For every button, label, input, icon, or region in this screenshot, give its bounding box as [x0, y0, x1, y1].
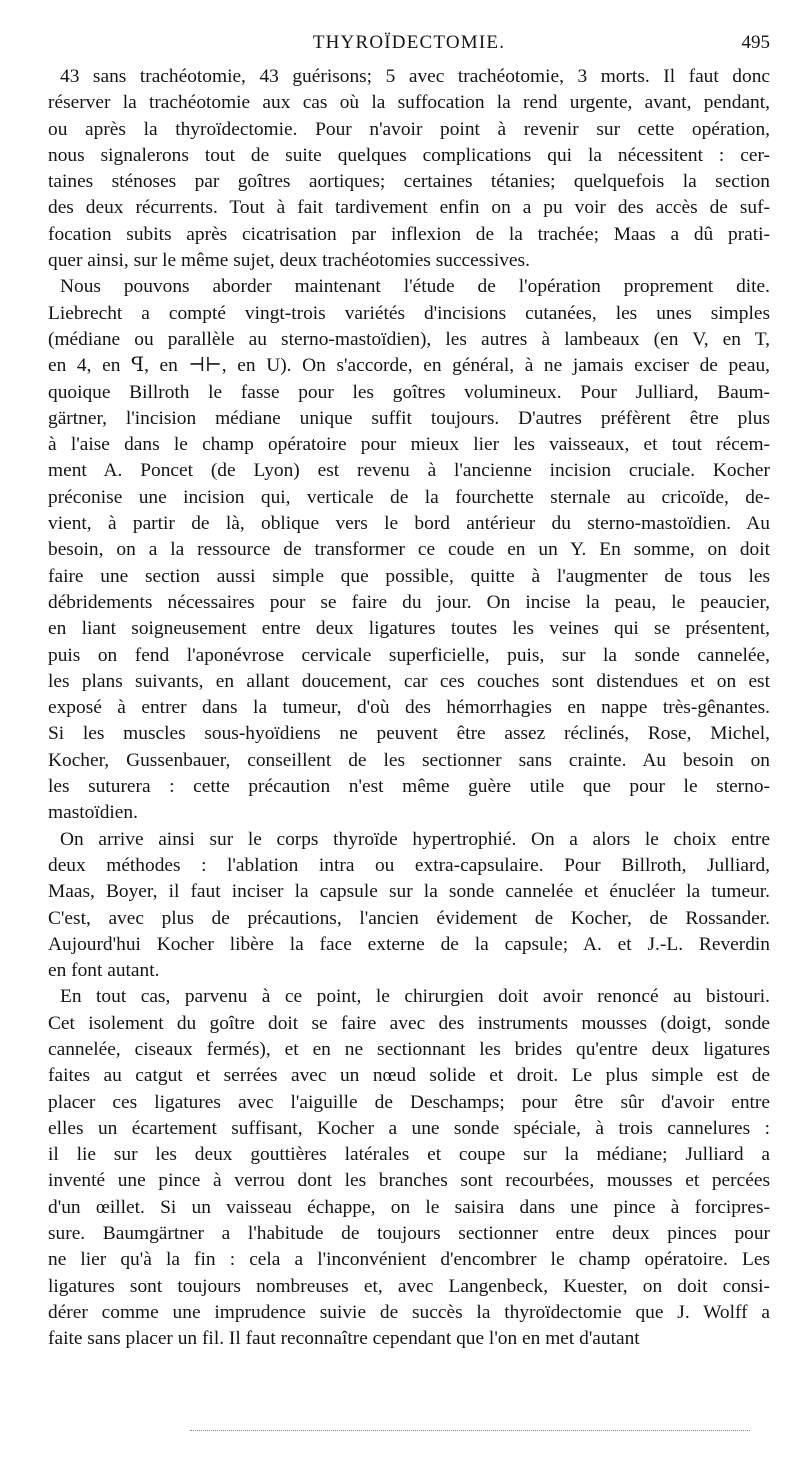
- text-line: inventé une pince à verrou dont les branches sont recourbées, mousses et percées: [48, 1170, 770, 1192]
- text-line: Cet isolement du goître doit se faire avec des instruments mousses (doigt, sonde: [48, 1012, 770, 1034]
- text-line: besoin, on a la ressource de transformer ce coude en un Y. En somme, on doit: [48, 539, 770, 561]
- text-line: (médiane ou parallèle au sterno-mastoïdien), les autres à lambeaux (en V, en T,: [48, 328, 770, 350]
- text-line: placer ces ligatures avec l'aiguille de Deschamps; pour être sûr d'avoir entre: [48, 1091, 770, 1113]
- running-head: [48, 26, 770, 60]
- text-line: les plans suivants, en allant doucement, car ces couches sont distendues et on est: [48, 670, 770, 692]
- text-line: d'un œillet. Si un vaisseau échappe, on le saisira dans une pince à forcipres-: [48, 1196, 770, 1218]
- text-line: débridements nécessaires pour se faire du jour. On incise la peau, le peaucier,: [48, 591, 770, 613]
- text-line: Si les muscles sous-hyoïdiens ne peuvent être assez réclinés, Rose, Michel,: [48, 723, 770, 745]
- paragraph-ligatures: [48, 984, 770, 1352]
- text-line: Aujourd'hui Kocher libère la face externe de la capsule; A. et J.-L. Reverdin: [48, 933, 770, 955]
- text-line: quoique Billroth le fasse pour les goîtres volumineux. Pour Julliard, Baum-: [48, 381, 770, 403]
- text-line: elles un écartement suffisant, Kocher a une sonde spéciale, à trois cannelures :: [48, 1117, 770, 1139]
- text-line: mastoïdien.: [48, 802, 138, 824]
- text-line: en liant soigneusement entre deux ligatures toutes les veines qui se présentent,: [48, 618, 770, 640]
- text-line: nous signalerons tout de suite quelques complications qui la nécessitent : cer-: [48, 144, 770, 166]
- bottom-rule: [190, 1430, 750, 1431]
- text-line: ou après la thyroïdectomie. Pour n'avoir point à revenir sur cette opération,: [48, 118, 770, 140]
- text-line: à l'aise dans le champ opératoire pour mieux lier les vaisseaux, et tout récem-: [48, 434, 770, 456]
- text-line: Kocher, Gussenbauer, conseillent de les sectionner sans crainte. Au besoin on: [48, 749, 770, 771]
- paragraph-capsule: [48, 827, 770, 985]
- text-line: réserver la trachéotomie aux cas où la suffocation la rend urgente, avant, pendant,: [48, 92, 770, 114]
- text-line: en font autant.: [48, 960, 160, 982]
- text-line: en 4, en ꟼ, en ⊣⊢, en U). On s'accorde, en général, à ne jamais exciser de peau,: [48, 355, 770, 377]
- text-line: Maas, Boyer, il faut inciser la capsule sur la sonde cannelée et énucléer la tumeur.: [48, 881, 770, 903]
- text-line: deux méthodes : l'ablation intra ou extra-capsulaire. Pour Billroth, Julliard,: [48, 854, 770, 876]
- text-line: dérer comme une imprudence suivie de succès la thyroïdectomie que J. Wolff a: [48, 1301, 770, 1323]
- text-line: sure. Baumgärtner a l'habitude de toujours sectionner entre deux pinces pour: [48, 1223, 770, 1245]
- text-line: puis on fend l'aponévrose cervicale superficielle, puis, sur la sonde cannelée,: [48, 644, 770, 666]
- paragraph-incisions: [48, 274, 770, 826]
- text-line: quer ainsi, sur le même sujet, deux trachéotomies successives.: [48, 250, 530, 272]
- body-text: [48, 64, 770, 1353]
- paragraph-tracheotomy: [48, 64, 770, 274]
- text-line: C'est, avec plus de précautions, l'ancien évidement de Kocher, de Rossander.: [48, 907, 770, 929]
- text-line: ment A. Poncet (de Lyon) est revenu à l'ancienne incision cruciale. Kocher: [48, 460, 770, 482]
- text-line: gärtner, l'incision médiane unique suffit toujours. D'autres préfèrent être plus: [48, 407, 770, 429]
- text-line: taines sténoses par goîtres aortiques; certaines tétanies; quelquefois la section: [48, 171, 770, 193]
- text-line: focation subits après cicatrisation par inflexion de la trachée; Maas a dû prati-: [48, 223, 770, 245]
- text-line: ne lier qu'à la fin : cela a l'inconvénient d'encombrer le champ opératoire. Les: [48, 1249, 770, 1271]
- text-line: On arrive ainsi sur le corps thyroïde hypertrophié. On a alors le choix entre: [60, 828, 770, 850]
- running-title: THYROÏDECTOMIE.: [312, 32, 506, 53]
- text-line: En tout cas, parvenu à ce point, le chirurgien doit avoir renoncé au bistouri.: [60, 986, 770, 1008]
- text-line: cannelée, ciseaux fermés), et en ne sectionnant les brides qu'entre deux ligatures: [48, 1038, 770, 1060]
- text-line: faite sans placer un fil. Il faut reconnaître cependant que l'on en met d'autant: [48, 1328, 640, 1350]
- text-line: ligatures sont toujours nombreuses et, avec Langenbeck, Kuester, on doit consi-: [48, 1275, 770, 1297]
- page-number: 495: [741, 32, 770, 53]
- text-line: Liebrecht a compté vingt-trois variétés d'incisions cutanées, les unes simples: [48, 302, 770, 324]
- text-line: des deux récurrents. Tout à fait tardivement enfin on a pu voir des accès de suf-: [48, 197, 770, 219]
- text-line: faire une section aussi simple que possible, quitte à l'augmenter de tous les: [48, 565, 770, 587]
- text-line: vient, à partir de là, oblique vers le bord antérieur du sterno-mastoïdien. Au: [48, 513, 770, 535]
- text-line: Nous pouvons aborder maintenant l'étude de l'opération proprement dite.: [60, 276, 770, 298]
- text-line: préconise une incision qui, verticale de la fourchette sternale au cricoïde, de-: [48, 486, 770, 508]
- text-line: faites au catgut et serrées avec un nœud solide et droit. Le plus simple est de: [48, 1065, 770, 1087]
- text-line: les suturera : cette précaution n'est même guère utile que pour le sterno-: [48, 776, 770, 798]
- text-line: exposé à entrer dans la tumeur, d'où des hémorrhagies en nappe très-gênantes.: [48, 697, 770, 719]
- text-line: il lie sur les deux gouttières latérales et coupe sur la médiane; Julliard a: [48, 1144, 770, 1166]
- text-line: 43 sans trachéotomie, 43 guérisons; 5 avec trachéotomie, 3 morts. Il faut donc: [60, 66, 770, 87]
